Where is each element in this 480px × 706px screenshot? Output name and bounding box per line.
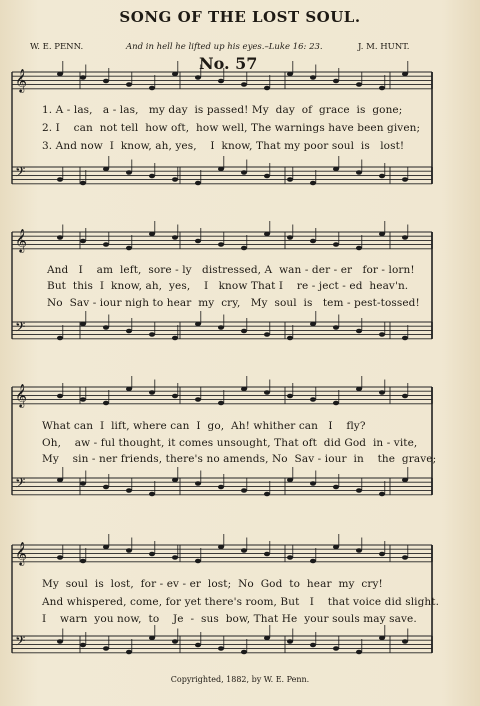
- notehead: [126, 650, 132, 655]
- lyric-line: 1. A - las, a - las, my day is passed! My day of grace is gone;: [42, 104, 403, 116]
- notehead: [333, 485, 339, 490]
- lyric-line: And I am left, sore - ly distressed, A wan - der - er for - lorn!: [47, 264, 415, 276]
- lyric-line: And whispered, come, for yet there's room, But I that voice did slight.: [42, 596, 440, 608]
- notehead: [264, 390, 270, 395]
- notehead: [80, 559, 86, 564]
- notehead: [310, 181, 316, 186]
- notehead: [126, 82, 132, 87]
- notehead: [103, 485, 109, 490]
- lyric-line: No Sav - iour nigh to hear my cry, My soul is tem - pest-tossed!: [47, 297, 420, 309]
- notehead: [310, 397, 316, 402]
- notehead: [80, 181, 86, 186]
- notehead: [241, 82, 247, 87]
- notehead: [310, 239, 316, 244]
- notehead: [80, 322, 86, 327]
- notehead: [241, 548, 247, 553]
- notehead: [218, 485, 224, 490]
- notehead: [264, 332, 270, 337]
- notehead: [402, 394, 408, 399]
- notehead: [57, 555, 63, 560]
- notehead: [379, 232, 385, 237]
- notehead: [103, 167, 109, 172]
- notehead: [287, 555, 293, 560]
- notehead: [149, 174, 155, 179]
- notehead: [80, 239, 86, 244]
- notehead: [126, 488, 132, 493]
- notehead: [264, 492, 270, 497]
- notehead: [264, 174, 270, 179]
- lyricist-credit: J. M. HUNT.: [358, 42, 410, 52]
- notehead: [241, 650, 247, 655]
- lyric-line: 3. And now I know, ah, yes, I know, That my poor soul is lost!: [42, 140, 405, 152]
- notehead: [310, 481, 316, 486]
- notehead: [218, 401, 224, 406]
- notehead: [379, 332, 385, 337]
- scripture-epigraph: And in hell he lifted up his eyes.–Luke 16: 23.: [126, 42, 323, 52]
- hymn-number: No. 57: [199, 54, 258, 73]
- notehead: [149, 390, 155, 395]
- notehead: [379, 492, 385, 497]
- notehead: [356, 387, 362, 392]
- notehead: [195, 239, 201, 244]
- lyric-line: But this I know, ah, yes, I know That I re - ject - ed heav'n.: [47, 280, 409, 292]
- notehead: [218, 167, 224, 172]
- notehead: [287, 336, 293, 341]
- notehead: [126, 170, 132, 175]
- notehead: [356, 329, 362, 334]
- notehead: [356, 548, 362, 553]
- notehead: [103, 79, 109, 84]
- notehead: [402, 235, 408, 240]
- notehead: [402, 639, 408, 644]
- lyric-line: I warn you now, to Je - sus bow, That He your souls may save.: [42, 613, 417, 625]
- notehead: [126, 246, 132, 251]
- notehead: [310, 643, 316, 648]
- notehead: [195, 397, 201, 402]
- notehead: [379, 174, 385, 179]
- treble-clef-icon: 𝄞: [15, 383, 27, 407]
- notehead: [149, 636, 155, 641]
- lyric-line: My sin - ner friends, there's no amends, No Sav - iour in the grave;: [42, 453, 437, 465]
- notehead: [80, 643, 86, 648]
- notehead: [149, 332, 155, 337]
- notehead: [149, 552, 155, 557]
- notehead: [287, 72, 293, 77]
- notehead: [57, 336, 63, 341]
- notehead: [57, 639, 63, 644]
- notehead: [103, 646, 109, 651]
- notehead: [103, 401, 109, 406]
- notehead: [149, 86, 155, 91]
- notehead: [379, 390, 385, 395]
- notehead: [310, 322, 316, 327]
- notehead: [356, 246, 362, 251]
- hymn-title: SONG OF THE LOST SOUL.: [119, 8, 361, 26]
- notehead: [241, 488, 247, 493]
- notehead: [333, 646, 339, 651]
- notehead: [241, 329, 247, 334]
- notehead: [172, 72, 178, 77]
- notehead: [310, 559, 316, 564]
- notehead: [80, 75, 86, 80]
- staff-lines: [12, 72, 432, 653]
- notehead: [264, 232, 270, 237]
- notehead: [126, 548, 132, 553]
- treble-clef-icon: 𝄞: [15, 541, 27, 565]
- notehead: [333, 545, 339, 550]
- notehead: [57, 72, 63, 77]
- lyric-line: 2. I can not tell how oft, how well, The warnings have been given;: [42, 122, 421, 134]
- notehead: [103, 545, 109, 550]
- notehead: [195, 322, 201, 327]
- notehead: [379, 552, 385, 557]
- bass-clef-icon: 𝄢: [15, 164, 26, 183]
- notehead: [356, 170, 362, 175]
- notehead: [218, 79, 224, 84]
- notehead: [57, 235, 63, 240]
- notehead: [218, 545, 224, 550]
- notehead: [356, 82, 362, 87]
- treble-clef-icon: 𝄞: [15, 68, 27, 92]
- notehead: [195, 181, 201, 186]
- treble-clef-icon: 𝄞: [15, 228, 27, 252]
- notehead: [287, 639, 293, 644]
- notehead: [195, 559, 201, 564]
- copyright-notice: Copyrighted, 1882, by W. E. Penn.: [170, 675, 310, 684]
- notehead: [172, 235, 178, 240]
- notehead: [287, 394, 293, 399]
- notehead: [356, 650, 362, 655]
- notehead: [264, 552, 270, 557]
- notehead: [402, 336, 408, 341]
- notehead: [80, 397, 86, 402]
- notehead: [103, 325, 109, 330]
- notehead: [103, 242, 109, 247]
- composer-credit: W. E. PENN.: [30, 42, 84, 52]
- notehead: [57, 177, 63, 182]
- notehead: [57, 478, 63, 483]
- notehead: [287, 478, 293, 483]
- notehead: [218, 646, 224, 651]
- notehead: [287, 235, 293, 240]
- notehead: [241, 246, 247, 251]
- bass-clef-icon: 𝄢: [15, 475, 26, 494]
- notehead: [264, 636, 270, 641]
- notehead: [333, 325, 339, 330]
- notehead: [333, 242, 339, 247]
- notehead: [195, 643, 201, 648]
- notehead: [379, 86, 385, 91]
- notehead: [241, 170, 247, 175]
- notehead: [333, 401, 339, 406]
- notehead: [172, 555, 178, 560]
- notehead: [218, 325, 224, 330]
- notehead: [402, 555, 408, 560]
- notehead: [402, 478, 408, 483]
- notehead: [195, 481, 201, 486]
- notehead: [287, 177, 293, 182]
- notehead: [402, 72, 408, 77]
- notehead: [402, 177, 408, 182]
- notehead: [172, 394, 178, 399]
- notehead: [172, 177, 178, 182]
- notehead: [172, 336, 178, 341]
- notehead: [195, 75, 201, 80]
- notehead: [172, 639, 178, 644]
- notehead: [218, 242, 224, 247]
- notehead: [264, 86, 270, 91]
- lyric-line: My soul is lost, for - ev - er lost; No God to hear my cry!: [42, 578, 383, 590]
- bass-clef-icon: 𝄢: [15, 319, 26, 338]
- notehead: [310, 75, 316, 80]
- lyric-line: Oh, aw - ful thought, it comes unsought, That oft did God in - vite,: [42, 437, 418, 449]
- lyric-line: What can I lift, where can I go, Ah! whither can I fly?: [42, 420, 366, 432]
- notehead: [172, 478, 178, 483]
- notehead: [149, 232, 155, 237]
- notehead: [241, 387, 247, 392]
- notehead: [356, 488, 362, 493]
- bass-clef-icon: 𝄢: [15, 633, 26, 652]
- notehead: [126, 387, 132, 392]
- notehead: [333, 79, 339, 84]
- notehead: [149, 492, 155, 497]
- notehead: [57, 394, 63, 399]
- notehead: [333, 167, 339, 172]
- notehead: [379, 636, 385, 641]
- notehead: [80, 481, 86, 486]
- notehead: [126, 329, 132, 334]
